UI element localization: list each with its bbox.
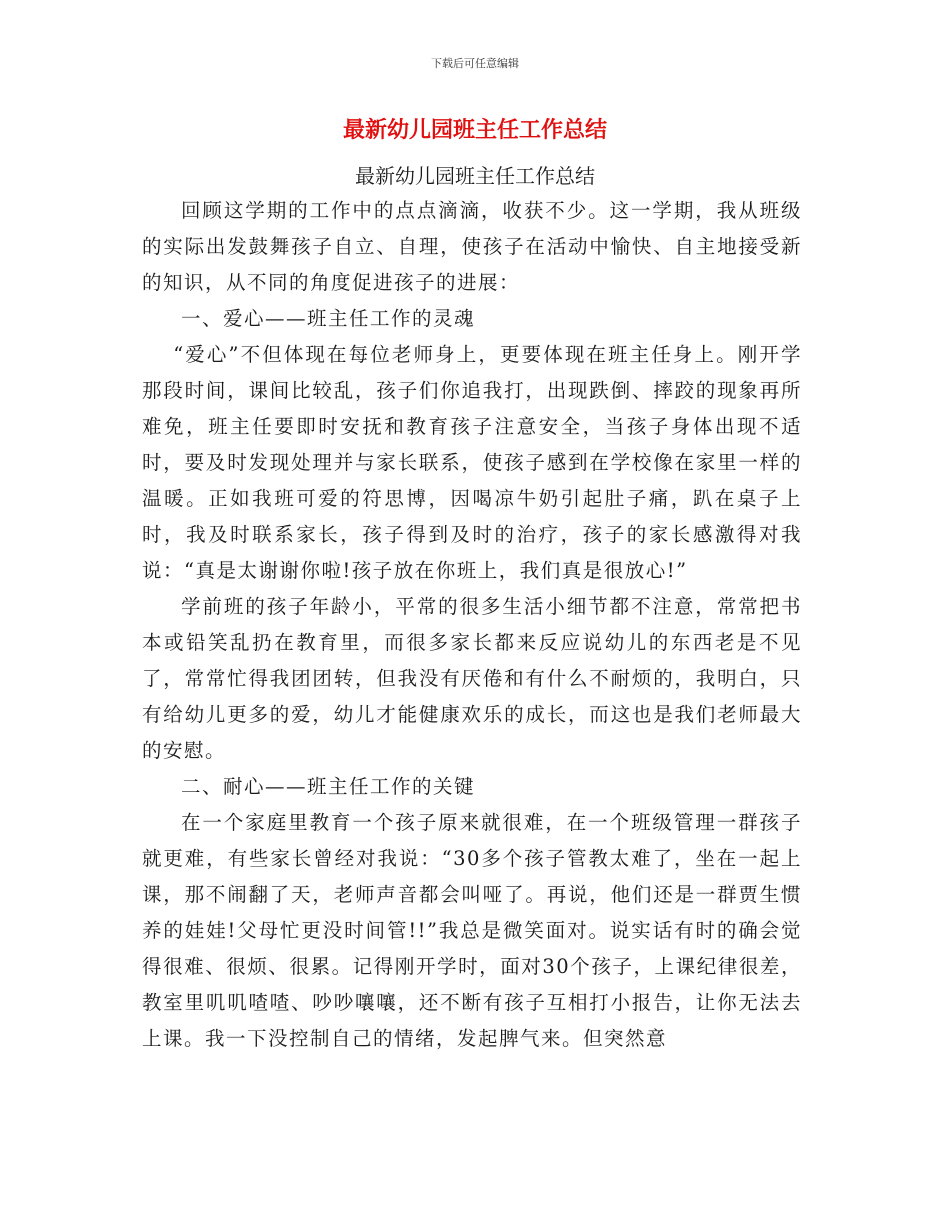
paragraph-love-1: “爱心”不但体现在每位老师身上，更要体现在班主任身上。刚开学那段时间，课间比较乱，孩子们你追我打，出现跌倒、摔跤的现象再所难免，班主任要即时安抚和教育孩子注意安全，当孩子身体出现不适时，要及时发现处理并与家长联系，使孩子感到在学校像在家里一样的温暖。正如我班可爱的符思博，因喝凉牛奶引起肚子痛，趴在桌子上时，我及时联系家长，孩子得到及时的治疗，孩子的家长感激得对我说：“真是太谢谢你啦!孩子放在你班上，我们真是很放心!” [142, 343, 802, 582]
paragraph-patience-1: 在一个家庭里教育一个孩子原来就很难，在一个班级管理一群孩子就更难，有些家长曾经对我说：“30多个孩子管教太难了，坐在一起上课，那不闹翻了天，老师声音都会叫哑了。再说，他们还是一群贾生惯养的娃娃!父母忙更没时间管!!”我总是微笑面对。说实话有时的确会觉得很难、很烦、很累。记得刚开学时，面对30个孩子，上课纪律很差，教室里叽叽喳喳、吵吵嚷嚷，还不断有孩子互相打小报告，让你无法去上课。我一下没控制自己的情绪，发起脾气来。但突然意 [142, 811, 802, 1050]
section-heading-2: 二、耐心——班主任工作的关键 [181, 775, 476, 798]
document-subtitle: 最新幼儿园班主任工作总结 [355, 164, 595, 188]
header-note: 下载后可任意编辑 [431, 57, 519, 70]
paragraph-intro: 回顾这学期的工作中的点点滴滴，收获不少。这一学期，我从班级的实际出发鼓舞孩子自立、自理，使孩子在活动中愉快、自主地接受新的知识，从不同的角度促进孩子的进展： [142, 199, 802, 294]
paragraph-love-2: 学前班的孩子年龄小，平常的很多生活小细节都不注意，常常把书本或铅笑乱扔在教育里，而很多家长都来反应说幼儿的东西老是不见了，常常忙得我团团转，但我没有厌倦和有什么不耐烦的，我明白，只有给幼儿更多的爱，幼儿才能健康欢乐的成长，而这也是我们老师最大的安慰。 [142, 595, 802, 762]
document-title: 最新幼儿园班主任工作总结 [342, 118, 607, 143]
section-heading-1: 一、爱心——班主任工作的灵魂 [181, 307, 476, 330]
document-body [142, 193, 802, 1057]
